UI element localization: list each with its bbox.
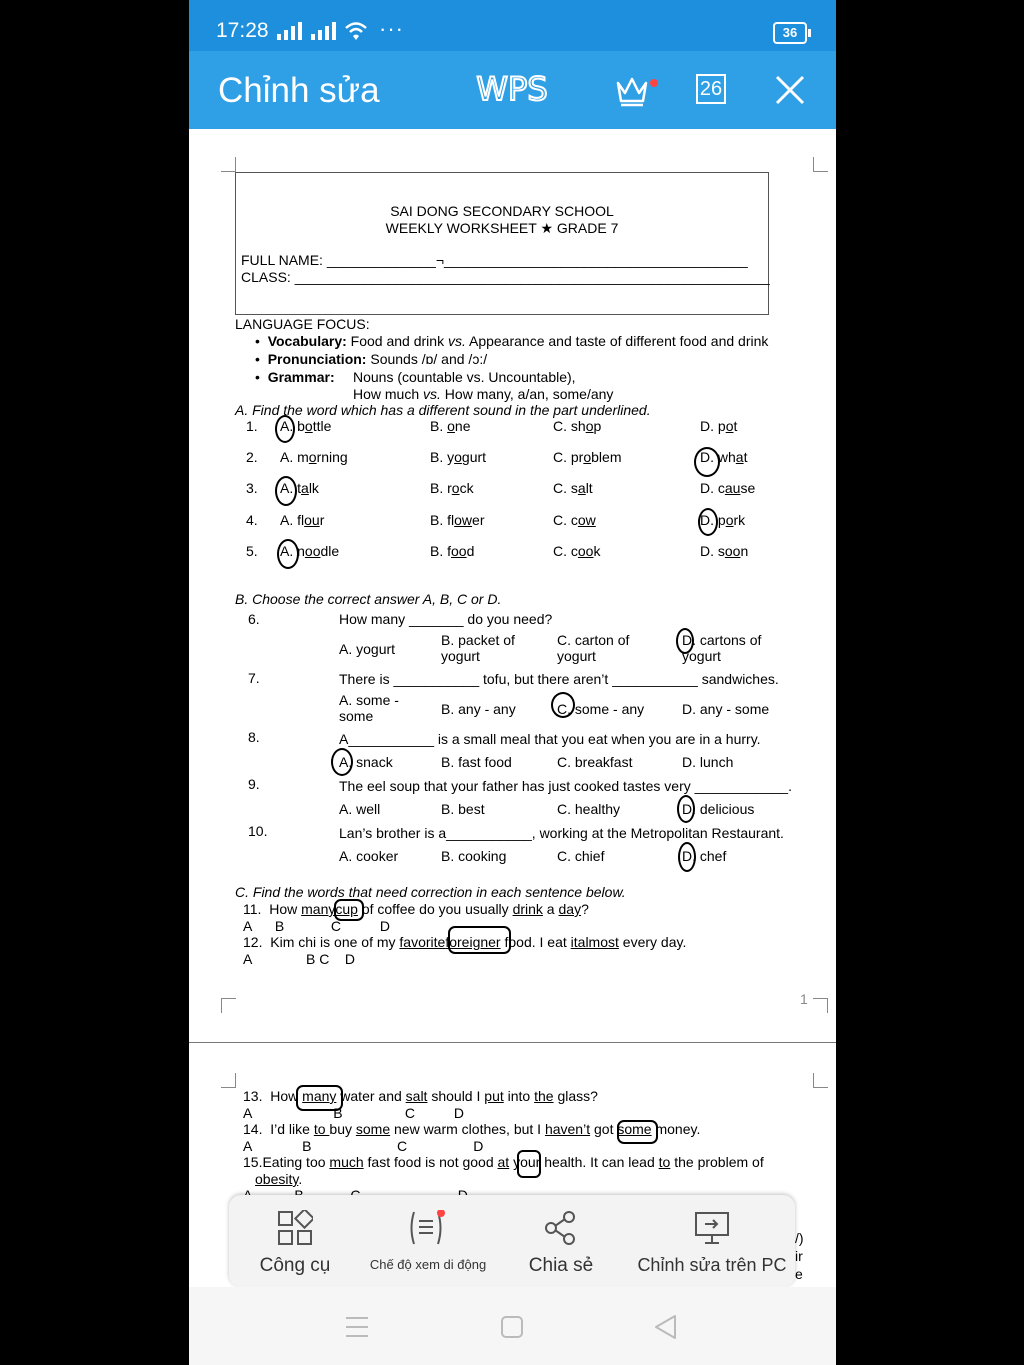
correction-mark	[617, 1120, 658, 1144]
q7-option-c[interactable]: C. some - any	[557, 701, 645, 717]
language-focus-title: LANGUAGE FOCUS:	[235, 316, 370, 332]
q6-stem: How many _______ do you need?	[339, 611, 553, 627]
option-a[interactable]: A. noodle	[280, 543, 340, 559]
worksheet-title: WEEKLY WORKSHEET ★ GRADE 7	[385, 220, 619, 236]
q6-number: 6.	[248, 611, 260, 627]
page-corner-mark	[813, 998, 828, 1013]
lf-pronunciation: • Pronunciation: Sounds /ɒ/ and /ɔ:/	[255, 351, 488, 367]
option-c[interactable]: C. shop	[553, 418, 602, 434]
full-name-field[interactable]: FULL NAME: ______________¬_______________________________________	[241, 252, 748, 268]
side-text: e	[795, 1266, 803, 1282]
question-number: 3.	[246, 480, 258, 496]
q9-number: 9.	[248, 776, 260, 792]
tools-icon	[277, 1210, 313, 1246]
answer-mark	[275, 415, 295, 443]
signal-icon	[311, 22, 339, 40]
close-icon[interactable]	[775, 75, 805, 105]
q9-option-d[interactable]: D. delicious	[682, 801, 755, 817]
option-c[interactable]: C. cow	[553, 512, 596, 528]
signal-icon	[277, 22, 305, 40]
bottom-toolbar: Công cụ Chế độ xem di động Chia sẻ Chỉnh sửa trên PC	[229, 1195, 795, 1287]
menu-icon[interactable]	[345, 1316, 369, 1338]
header-box	[235, 172, 769, 315]
q10-stem: Lan’s brother is a___________, working at the Metropolitan Restaurant.	[339, 825, 784, 841]
answer-mark	[677, 795, 695, 823]
option-c[interactable]: C. problem	[553, 449, 622, 465]
q13-labels: A B C D	[243, 1105, 464, 1121]
correction-mark	[448, 926, 511, 954]
q7-number: 7.	[248, 670, 260, 686]
page-corner-mark	[221, 157, 236, 172]
lf-grammar: • Grammar:	[255, 369, 335, 385]
page-corner-mark	[221, 998, 236, 1013]
mobile-view-icon	[408, 1210, 448, 1246]
page-corner-mark	[813, 1073, 828, 1088]
q8-option-b[interactable]: B. fast food	[441, 754, 512, 770]
q7-option-d[interactable]: D. any - some	[682, 701, 770, 717]
question-number: 1.	[246, 418, 258, 434]
q6-option-d[interactable]: D. cartons of yogurt	[682, 632, 762, 664]
page-corner-mark	[221, 1073, 236, 1088]
correction-mark	[517, 1150, 541, 1178]
q10-option-b[interactable]: B. cooking	[441, 848, 507, 864]
option-d[interactable]: D. what	[700, 449, 748, 465]
answer-mark	[551, 692, 575, 718]
q9-option-c[interactable]: C. healthy	[557, 801, 621, 817]
option-b[interactable]: B. rock	[430, 480, 474, 496]
class-field[interactable]: CLASS: _____________________________________________________________	[241, 269, 770, 285]
lf-grammar-text: Nouns (countable vs. Uncountable),	[353, 369, 576, 385]
option-c[interactable]: C. cook	[553, 543, 601, 559]
status-time: 17:28	[216, 19, 269, 42]
q6-option-c[interactable]: C. carton of yogurt	[557, 632, 630, 664]
option-d[interactable]: D. pot	[700, 418, 738, 434]
q15-sentence-2: obesity.	[255, 1171, 303, 1187]
correction-mark	[296, 1085, 343, 1111]
answer-mark	[331, 748, 353, 776]
q13-sentence: 13. How many water and salt should I put into the glass?	[243, 1088, 598, 1104]
q11-labels: A B C D	[243, 918, 391, 934]
app-bar	[189, 51, 836, 129]
more-status-icon: ···	[379, 16, 404, 41]
option-b[interactable]: B. food	[430, 543, 475, 559]
q7-option-a[interactable]: A. some - some	[339, 692, 399, 724]
document-view[interactable]	[189, 129, 836, 1285]
page-break	[189, 1042, 836, 1043]
side-text: ir	[795, 1248, 803, 1264]
side-text: /)	[795, 1230, 804, 1246]
option-d[interactable]: D. soon	[700, 543, 749, 559]
q14-labels: A B C D	[243, 1138, 484, 1154]
wifi-icon	[344, 21, 368, 41]
q9-stem: The eel soup that your father has just cooked tastes very ____________.	[339, 778, 792, 794]
option-d[interactable]: D. pork	[700, 512, 746, 528]
q10-option-a[interactable]: A. cooker	[339, 848, 399, 864]
wps-logo	[459, 73, 565, 105]
q15-sentence: 15.Eating too much fast food is not good at your health. It can lead to the problem of	[243, 1154, 764, 1170]
section-a-title: A. Find the word which has a different sound in the part underlined.	[235, 402, 651, 418]
answer-mark	[694, 447, 720, 477]
share-icon	[543, 1210, 579, 1246]
q7-option-b[interactable]: B. any - any	[441, 701, 516, 717]
battery-icon: 36	[773, 22, 807, 44]
option-a[interactable]: A. morning	[280, 449, 348, 465]
option-d[interactable]: D. cause	[700, 480, 756, 496]
section-b-title: B. Choose the correct answer A, B, C or D.	[235, 591, 502, 607]
q8-stem: A___________ is a small meal that you eat when you are in a hurry.	[339, 731, 761, 747]
answer-mark	[275, 476, 297, 506]
q10-option-c[interactable]: C. chief	[557, 848, 605, 864]
option-a[interactable]: A. talk	[280, 480, 319, 496]
option-c[interactable]: C. salt	[553, 480, 593, 496]
question-number: 5.	[246, 543, 258, 559]
q14-sentence: 14. I’d like to buy some new warm clothes, but I haven’t got some money.	[243, 1121, 701, 1137]
q8-option-a[interactable]: A. snack	[339, 754, 393, 770]
back-icon[interactable]	[653, 1314, 677, 1340]
option-a[interactable]: A. bottle	[280, 418, 332, 434]
q9-option-a[interactable]: A. well	[339, 801, 381, 817]
system-nav-bar	[189, 1287, 836, 1365]
q11-sentence: 11. How manycup of coffee do you usually drink a day?	[243, 901, 589, 917]
answer-mark	[676, 628, 694, 654]
page-corner-mark	[813, 157, 828, 172]
answer-mark	[277, 539, 299, 569]
page-number: 1	[800, 991, 808, 1007]
q6-option-b[interactable]: B. packet of yogurt	[441, 632, 515, 664]
edit-on-pc-icon	[693, 1210, 731, 1246]
q8-option-c[interactable]: C. breakfast	[557, 754, 633, 770]
lf-vocabulary: • Vocabulary: Food and drink vs. Appearance and taste of different food and drink	[255, 333, 769, 349]
section-c-title: C. Find the words that need correction in each sentence below.	[235, 884, 626, 900]
question-number: 2.	[246, 449, 258, 465]
option-b[interactable]: B. yogurt	[430, 449, 487, 465]
answer-mark	[698, 508, 718, 536]
q9-option-b[interactable]: B. best	[441, 801, 485, 817]
option-b[interactable]: B. one	[430, 418, 471, 434]
answer-mark	[678, 842, 696, 872]
q10-option-d[interactable]: D. chef	[682, 848, 727, 864]
svg-text:WPS: WPS	[476, 73, 548, 105]
q8-number: 8.	[248, 729, 260, 745]
phone-screen	[189, 0, 836, 1365]
page-count-button[interactable]: 26	[696, 74, 726, 104]
q6-option-a[interactable]: A. yogurt	[339, 641, 396, 657]
q10-number: 10.	[248, 823, 268, 839]
lf-grammar-text-2: How much vs. How many, a/an, some/any	[353, 386, 614, 402]
home-icon[interactable]	[500, 1315, 524, 1339]
app-title: Chỉnh sửa	[218, 71, 380, 110]
question-number: 4.	[246, 512, 258, 528]
option-b[interactable]: B. flower	[430, 512, 485, 528]
q8-option-d[interactable]: D. lunch	[682, 754, 734, 770]
correction-mark	[334, 899, 364, 921]
q12-sentence: 12. Kim chi is one of my favoriteforeigner food. I eat italmost every day.	[243, 934, 687, 950]
school-name: SAI DONG SECONDARY SCHOOL	[390, 203, 614, 219]
q12-labels: A B C D	[243, 951, 356, 967]
option-a[interactable]: A. flour	[280, 512, 325, 528]
crown-icon[interactable]	[615, 73, 659, 107]
q7-stem: There is ___________ tofu, but there aren’t ___________ sandwiches.	[339, 671, 779, 687]
status-bar	[189, 0, 836, 51]
